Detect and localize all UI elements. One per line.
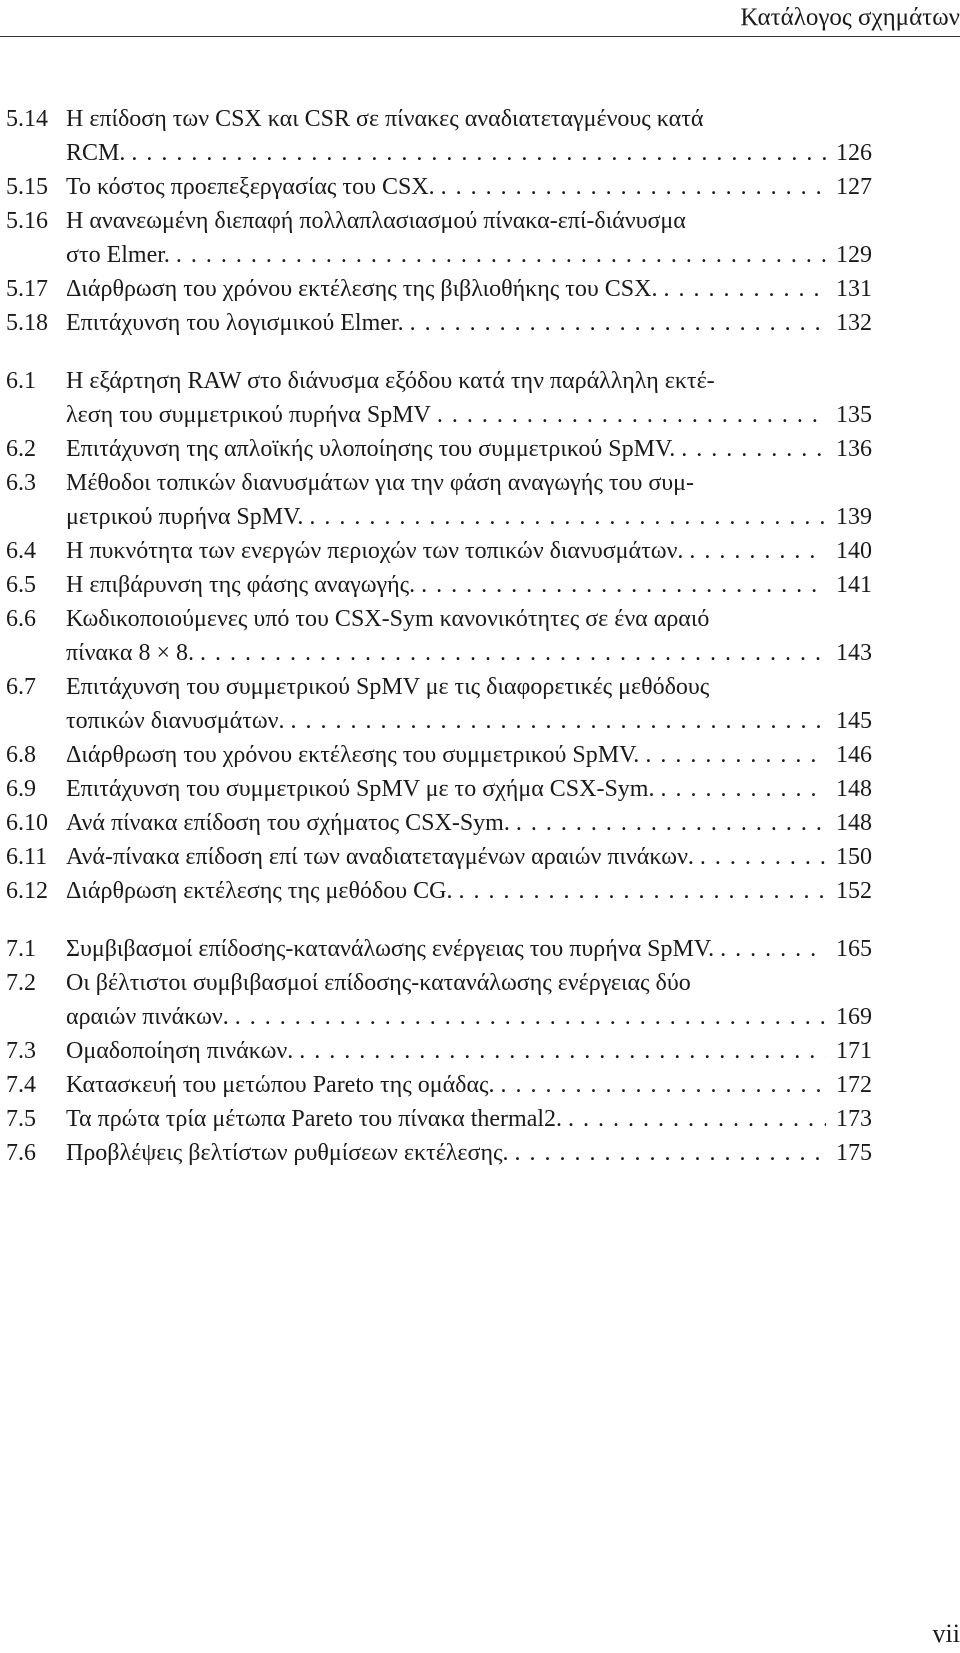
figure-number: 6.4 bbox=[6, 538, 36, 564]
page-ref: 136 bbox=[836, 436, 872, 462]
figure-caption: Η πυκνότητα των ενεργών περιοχών των τοπικών διανυσμάτων. bbox=[66, 538, 684, 564]
figure-number: 7.6 bbox=[6, 1140, 36, 1166]
figure-number: 7.4 bbox=[6, 1072, 36, 1098]
dot-leader bbox=[229, 1000, 826, 1034]
figure-caption: στο Elmer. bbox=[66, 242, 170, 268]
chapter-gap bbox=[6, 908, 872, 932]
page-ref: 145 bbox=[836, 708, 872, 734]
toc-entry[interactable] bbox=[6, 306, 872, 340]
dot-leader bbox=[170, 238, 826, 272]
list-of-figures bbox=[6, 102, 872, 1170]
page-ref: 135 bbox=[836, 402, 872, 428]
toc-entry[interactable] bbox=[6, 1102, 872, 1136]
toc-entry[interactable] bbox=[6, 966, 872, 1034]
dot-leader bbox=[415, 568, 826, 602]
figure-number: 5.15 bbox=[6, 174, 48, 200]
figure-caption: πίνακα 8 × 8. bbox=[66, 640, 194, 666]
page-ref: 129 bbox=[836, 242, 872, 268]
figure-caption: Η ανανεωμένη διεπαφή πολλαπλασιασμού πίνακα-επί-διάνυσμα bbox=[66, 208, 686, 234]
figure-caption: Κατασκευή του μετώπου Pareto της ομάδας. bbox=[66, 1072, 495, 1098]
page-ref: 173 bbox=[836, 1106, 872, 1132]
figure-number: 6.11 bbox=[6, 844, 48, 870]
page-ref: 171 bbox=[836, 1038, 872, 1064]
figure-caption: RCM. bbox=[66, 140, 126, 166]
dot-leader bbox=[452, 874, 826, 908]
figure-number: 7.2 bbox=[6, 970, 36, 996]
running-header: Κατάλογος σχημάτων bbox=[740, 4, 960, 31]
figure-caption: μετρικού πυρήνα SpMV. bbox=[66, 504, 304, 530]
toc-entry[interactable] bbox=[6, 1068, 872, 1102]
figure-number: 6.9 bbox=[6, 776, 36, 802]
figure-caption: Κωδικοποιούμενες υπό του CSX-Sym κανονικότητες σε ένα αραιό bbox=[66, 606, 710, 632]
page-ref: 126 bbox=[836, 140, 872, 166]
dot-leader bbox=[194, 636, 826, 670]
page-ref: 127 bbox=[836, 174, 872, 200]
dot-leader bbox=[694, 840, 826, 874]
page-ref: 143 bbox=[836, 640, 872, 666]
toc-entry[interactable] bbox=[6, 1034, 872, 1068]
dot-leader bbox=[303, 500, 826, 534]
figure-caption: Μέθοδοι τοπικών διανυσμάτων για την φάση αναγωγής του συμ- bbox=[66, 470, 695, 496]
toc-entry[interactable] bbox=[6, 466, 872, 534]
toc-entry[interactable] bbox=[6, 602, 872, 670]
dot-leader bbox=[657, 272, 826, 306]
figure-caption: Διάρθρωση εκτέλεσης της μεθόδου CG. bbox=[66, 878, 453, 904]
figure-caption: Επιτάχυνση του συμμετρικού SpMV με τις διαφορετικές μεθόδους bbox=[66, 674, 710, 700]
figure-number: 5.16 bbox=[6, 208, 48, 234]
figure-number: 6.2 bbox=[6, 436, 36, 462]
figure-number: 7.3 bbox=[6, 1038, 36, 1064]
figure-caption: αραιών πινάκων. bbox=[66, 1004, 229, 1030]
figure-number: 6.8 bbox=[6, 742, 36, 768]
dot-leader bbox=[293, 1034, 826, 1068]
page-ref: 131 bbox=[836, 276, 872, 302]
toc-entry[interactable] bbox=[6, 432, 872, 466]
toc-entry[interactable] bbox=[6, 932, 872, 966]
chapter-gap bbox=[6, 340, 872, 364]
page-ref: 139 bbox=[836, 504, 872, 530]
figure-number: 5.14 bbox=[6, 106, 48, 132]
figure-number: 5.18 bbox=[6, 310, 48, 336]
dot-leader bbox=[125, 136, 826, 170]
figure-caption: Η επίδοση των CSX και CSR σε πίνακες αναδιατεταγμένους κατά bbox=[66, 106, 704, 132]
dot-leader bbox=[431, 398, 826, 432]
toc-entry[interactable] bbox=[6, 204, 872, 272]
figure-caption: Τα πρώτα τρία μέτωπα Pareto του πίνακα thermal2. bbox=[66, 1106, 563, 1132]
dot-leader bbox=[714, 932, 826, 966]
figure-caption: τοπικών διανυσμάτων. bbox=[66, 708, 285, 734]
figure-caption: Οι βέλτιστοι συμβιβασμοί επίδοσης-κατανάλωσης ενέργειας δύο bbox=[66, 970, 691, 996]
toc-entry[interactable] bbox=[6, 874, 872, 908]
figure-number: 6.5 bbox=[6, 572, 36, 598]
header-rule bbox=[0, 36, 960, 37]
toc-entry[interactable] bbox=[6, 772, 872, 806]
page-ref: 132 bbox=[836, 310, 872, 336]
dot-leader bbox=[495, 1068, 826, 1102]
figure-caption: Η επιβάρυνση της φάσης αναγωγής. bbox=[66, 572, 416, 598]
figure-caption: Συμβιβασμοί επίδοσης-κατανάλωσης ενέργειας του πυρήνα SpMV. bbox=[66, 936, 715, 962]
figure-caption: Επιτάχυνση του λογισμικού Elmer. bbox=[66, 310, 404, 336]
dot-leader bbox=[683, 534, 826, 568]
toc-entry[interactable] bbox=[6, 840, 872, 874]
dot-leader bbox=[435, 170, 826, 204]
page-number: vii bbox=[932, 1619, 960, 1648]
figure-caption: Επιτάχυνση της απλοϊκής υλοποίησης του συμμετρικού SpMV. bbox=[66, 436, 676, 462]
figure-caption: Το κόστος προεπεξεργασίας του CSX. bbox=[66, 174, 435, 200]
page-ref: 141 bbox=[836, 572, 872, 598]
figure-caption: λεση του συμμετρικού πυρήνα SpMV bbox=[66, 402, 431, 428]
figure-number: 7.1 bbox=[6, 936, 36, 962]
dot-leader bbox=[639, 738, 826, 772]
dot-leader bbox=[285, 704, 827, 738]
page-ref: 148 bbox=[836, 776, 872, 802]
page-ref: 152 bbox=[836, 878, 872, 904]
page-ref: 165 bbox=[836, 936, 872, 962]
toc-entry[interactable] bbox=[6, 102, 872, 170]
figure-caption: Ανά-πίνακα επίδοση επί των αναδιατεταγμένων αραιών πινάκων. bbox=[66, 844, 694, 870]
figure-caption: Ανά πίνακα επίδοση του σχήματος CSX-Sym. bbox=[66, 810, 510, 836]
figure-number: 6.6 bbox=[6, 606, 36, 632]
toc-entry[interactable] bbox=[6, 272, 872, 306]
figure-caption: Η εξάρτηση RAW στο διάνυσμα εξόδου κατά την παράλληλη εκτέ- bbox=[66, 368, 715, 394]
figure-number: 6.12 bbox=[6, 878, 48, 904]
dot-leader bbox=[654, 772, 826, 806]
figure-caption: Διάρθρωση του χρόνου εκτέλεσης του συμμετρικού SpMV. bbox=[66, 742, 640, 768]
toc-entry[interactable] bbox=[6, 170, 872, 204]
toc-entry[interactable] bbox=[6, 670, 872, 738]
dot-leader bbox=[404, 306, 826, 340]
toc-entry[interactable] bbox=[6, 534, 872, 568]
page-ref: 175 bbox=[836, 1140, 872, 1166]
figure-caption: Διάρθρωση του χρόνου εκτέλεσης της βιβλιοθήκης του CSX. bbox=[66, 276, 658, 302]
page-ref: 150 bbox=[836, 844, 872, 870]
page-ref: 140 bbox=[836, 538, 872, 564]
figure-number: 6.10 bbox=[6, 810, 48, 836]
figure-caption: Ομαδοποίηση πινάκων. bbox=[66, 1038, 294, 1064]
page-ref: 169 bbox=[836, 1004, 872, 1030]
toc-entry[interactable] bbox=[6, 568, 872, 602]
dot-leader bbox=[562, 1102, 826, 1136]
dot-leader bbox=[675, 432, 826, 466]
figure-number: 6.1 bbox=[6, 368, 36, 394]
dot-leader bbox=[510, 806, 826, 840]
figure-caption: Προβλέψεις βελτίστων ρυθμίσεων εκτέλεσης. bbox=[66, 1140, 509, 1166]
figure-number: 6.7 bbox=[6, 674, 36, 700]
page-ref: 172 bbox=[836, 1072, 872, 1098]
figure-number: 6.3 bbox=[6, 470, 36, 496]
toc-entry[interactable] bbox=[6, 364, 872, 432]
page-ref: 146 bbox=[836, 742, 872, 768]
page-ref: 148 bbox=[836, 810, 872, 836]
toc-entry[interactable] bbox=[6, 806, 872, 840]
toc-entry[interactable] bbox=[6, 1136, 872, 1170]
figure-caption: Επιτάχυνση του συμμετρικού SpMV με το σχήμα CSX-Sym. bbox=[66, 776, 655, 802]
toc-entry[interactable] bbox=[6, 738, 872, 772]
figure-number: 7.5 bbox=[6, 1106, 36, 1132]
figure-number: 5.17 bbox=[6, 276, 48, 302]
dot-leader bbox=[509, 1136, 827, 1170]
